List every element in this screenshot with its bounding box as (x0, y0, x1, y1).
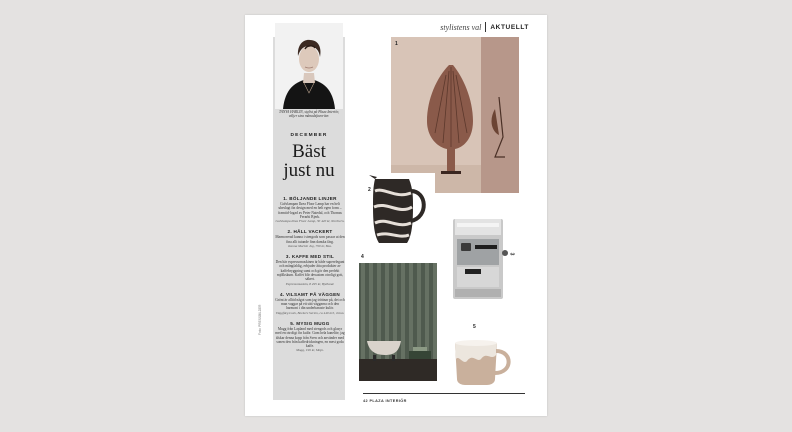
mug-photo (451, 333, 521, 389)
entry-5 (275, 321, 345, 353)
entry-heading: 5. MYSIG MUGG (290, 320, 330, 326)
espresso-machine-illustration (449, 215, 511, 305)
page-title (275, 142, 343, 180)
portrait-illustration (275, 23, 343, 109)
month-eyebrow: DECEMBER (290, 133, 328, 138)
floor-lamp-photo (391, 37, 519, 193)
entry-2 (275, 229, 345, 248)
entry-3 (275, 254, 345, 286)
entry-heading: 1. BÖLJANDE LINJER (283, 196, 337, 201)
entry-body: Golvlampan Ilzea Floor Lamp har en helt ubeslagt fin design med en helt egen form – framtid-logad av Peter Natedal, och Thomas Ferarhi Bjerk. (278, 202, 342, 219)
green-wall-illustration (359, 263, 437, 381)
entry-body: Marmorerad kanna i stengods som passar ut den fina allt tutande finn danska färg. (275, 235, 345, 244)
page-header (440, 20, 529, 34)
product-number-1: 1 (395, 41, 398, 47)
title-line-1: Bäst (292, 141, 326, 162)
footer-rule (363, 393, 525, 394)
entry-4 (275, 292, 345, 315)
entry-body: Grönt är alltid något som jag tröttnar på, det och man vaggar på ett sätt väggarna och den harmoni i din underbaraste kulör. (275, 297, 345, 311)
entry-heading: 3. KAFFE MED STIL (285, 254, 335, 260)
entry-price: Väggfärg Lush, Beckers Serien, ca 449 kr/l, Jotun. (275, 310, 345, 315)
entry-price: Mugg, 199 kr, Mojo. (296, 348, 324, 353)
magazine-page (245, 15, 547, 416)
mug-illustration (451, 333, 521, 389)
espresso-machine-photo (449, 215, 511, 305)
title-line-2: just nu (283, 160, 335, 181)
entry-list (275, 196, 345, 359)
section-label: AKTUELLT (490, 23, 529, 31)
entry-price: Espressomaskin, 8 495 kr, Bjelland. (285, 281, 335, 286)
product-number-4: 4 (361, 254, 364, 260)
section-script-title: stylistens val (440, 22, 482, 32)
entry-heading: 2. HÅLL VACKERT (287, 229, 333, 235)
header-divider (485, 22, 486, 32)
entry-1 (275, 196, 345, 223)
product-number-2: 2 (368, 187, 371, 193)
green-wall-photo (359, 263, 437, 381)
entry-body: Den här espressomaskinen är både superelegant och mångfaldig, erbjuder åtta produkter av kaffebryggning samt och gör den perfekt mjölkskum. Kaffet blir dessutom otroligt gott, säkert. (275, 260, 345, 282)
photo-credit: Foto: PRESSBILDER (258, 304, 262, 335)
portrait-caption: TANYA HARLIN, stylist på Plaza Interiör, väljer sina månadsfavoriter. (278, 110, 339, 119)
product-number-5: 5 (473, 324, 476, 330)
entry-price: Kanna Marble Jug, 799 kr, Bea. (288, 243, 332, 248)
marble-jug-photo (365, 173, 435, 249)
entry-heading: 4. VILSAMT PÅ VÄGGEN (279, 291, 341, 297)
marble-jug-illustration (365, 173, 435, 249)
floor-lamp-illustration (391, 37, 519, 193)
stylist-portrait (275, 23, 343, 109)
entry-price: Golvlampa Ilzea Floor Lamp, 30 420 kr, Northern. (275, 219, 345, 224)
product-number-3: 3 (508, 252, 515, 256)
page-footer: 42 PLAZA INTERIÖR (363, 399, 407, 403)
entry-body: Mugg från Lapland med stengods och glasyr med en otroligt fin kulör. Gom hela kanelite, jag älskar denna kopp från Sven och använder med sonen den från kaffedrickningen, en mest goda kaffe. (275, 326, 345, 349)
